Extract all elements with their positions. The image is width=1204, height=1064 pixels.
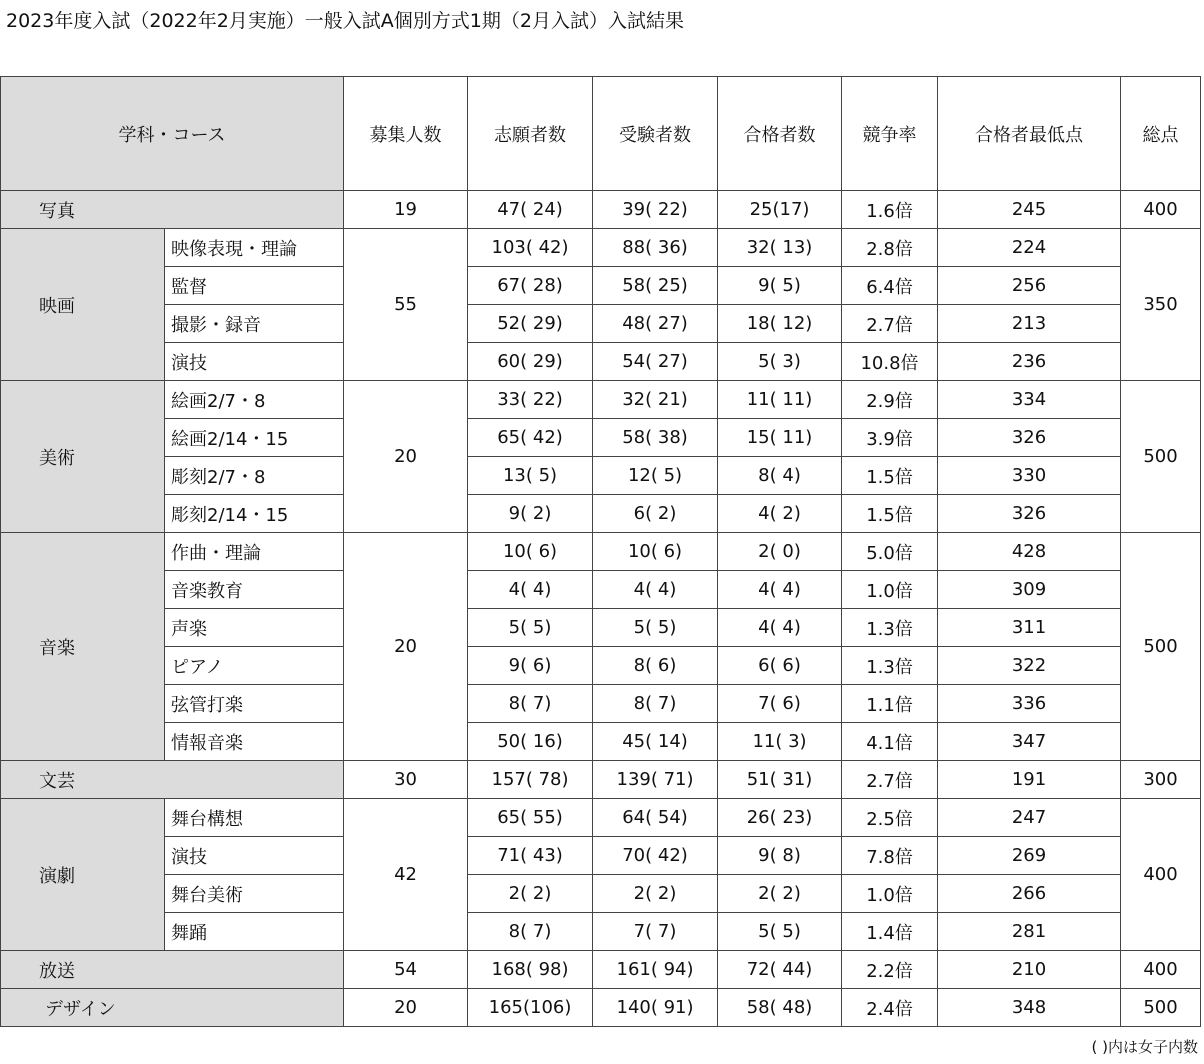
min-score-cell: 428 — [938, 533, 1121, 571]
min-score-cell: 326 — [938, 419, 1121, 457]
passers-cell: 6( 6) — [718, 647, 842, 685]
applicants-cell: 4( 4) — [468, 571, 593, 609]
passers-cell: 5( 3) — [718, 343, 842, 381]
header-row — [1, 77, 1201, 191]
ratio-cell: 7.8倍 — [842, 837, 938, 875]
applicants-cell: 8( 7) — [468, 685, 593, 723]
applicants-cell: 13( 5) — [468, 457, 593, 495]
header-dept: 学科・コース — [1, 77, 344, 191]
examinees-cell: 161( 94) — [593, 951, 718, 989]
applicants-cell: 10( 6) — [468, 533, 593, 571]
passers-cell: 32( 13) — [718, 229, 842, 267]
total-cell: 300 — [1121, 761, 1201, 799]
total-cell: 500 — [1121, 533, 1201, 761]
passers-cell: 9( 8) — [718, 837, 842, 875]
min-score-cell: 269 — [938, 837, 1121, 875]
course-cell: 音楽教育 — [165, 571, 344, 609]
passers-cell: 51( 31) — [718, 761, 842, 799]
ratio-cell: 1.0倍 — [842, 571, 938, 609]
examinees-cell: 6( 2) — [593, 495, 718, 533]
ratio-cell: 1.1倍 — [842, 685, 938, 723]
results-table — [0, 76, 1201, 1027]
ratio-cell: 2.5倍 — [842, 799, 938, 837]
examinees-cell: 7( 7) — [593, 913, 718, 951]
course-cell: 映像表現・理論 — [165, 229, 344, 267]
dept-cell: 文芸 — [1, 761, 344, 799]
min-score-cell: 336 — [938, 685, 1121, 723]
examinees-cell: 139( 71) — [593, 761, 718, 799]
applicants-cell: 65( 55) — [468, 799, 593, 837]
capacity-cell: 20 — [344, 533, 468, 761]
header-capacity: 募集人数 — [344, 77, 468, 191]
total-cell: 400 — [1121, 191, 1201, 229]
ratio-cell: 2.7倍 — [842, 305, 938, 343]
passers-cell: 25(17) — [718, 191, 842, 229]
course-cell: 情報音楽 — [165, 723, 344, 761]
passers-cell: 5( 5) — [718, 913, 842, 951]
applicants-cell: 52( 29) — [468, 305, 593, 343]
table-row — [1, 647, 1201, 685]
passers-cell: 9( 5) — [718, 267, 842, 305]
capacity-cell: 20 — [344, 989, 468, 1027]
min-score-cell: 348 — [938, 989, 1121, 1027]
min-score-cell: 281 — [938, 913, 1121, 951]
dept-cell: 放送 — [1, 951, 344, 989]
passers-cell: 4( 2) — [718, 495, 842, 533]
examinees-cell: 64( 54) — [593, 799, 718, 837]
table-row — [1, 381, 1201, 419]
ratio-cell: 2.8倍 — [842, 229, 938, 267]
passers-cell: 15( 11) — [718, 419, 842, 457]
course-cell: 彫刻2/14・15 — [165, 495, 344, 533]
passers-cell: 18( 12) — [718, 305, 842, 343]
min-score-cell: 266 — [938, 875, 1121, 913]
applicants-cell: 9( 6) — [468, 647, 593, 685]
total-cell: 500 — [1121, 381, 1201, 533]
min-score-cell: 330 — [938, 457, 1121, 495]
examinees-cell: 10( 6) — [593, 533, 718, 571]
table-row — [1, 495, 1201, 533]
min-score-cell: 326 — [938, 495, 1121, 533]
course-cell: 弦管打楽 — [165, 685, 344, 723]
min-score-cell: 236 — [938, 343, 1121, 381]
examinees-cell: 12( 5) — [593, 457, 718, 495]
min-score-cell: 334 — [938, 381, 1121, 419]
header-total: 総点 — [1121, 77, 1201, 191]
applicants-cell: 157( 78) — [468, 761, 593, 799]
ratio-cell: 1.4倍 — [842, 913, 938, 951]
table-row — [1, 837, 1201, 875]
course-cell: 演技 — [165, 343, 344, 381]
min-score-cell: 213 — [938, 305, 1121, 343]
table-row — [1, 989, 1201, 1027]
applicants-cell: 65( 42) — [468, 419, 593, 457]
ratio-cell: 2.9倍 — [842, 381, 938, 419]
examinees-cell: 45( 14) — [593, 723, 718, 761]
ratio-cell: 3.9倍 — [842, 419, 938, 457]
applicants-cell: 165(106) — [468, 989, 593, 1027]
examinees-cell: 70( 42) — [593, 837, 718, 875]
capacity-cell: 19 — [344, 191, 468, 229]
ratio-cell: 2.2倍 — [842, 951, 938, 989]
examinees-cell: 8( 7) — [593, 685, 718, 723]
ratio-cell: 1.5倍 — [842, 457, 938, 495]
passers-cell: 11( 3) — [718, 723, 842, 761]
dept-cell: 演劇 — [1, 799, 165, 951]
total-cell: 400 — [1121, 951, 1201, 989]
course-cell: 声楽 — [165, 609, 344, 647]
ratio-cell: 5.0倍 — [842, 533, 938, 571]
min-score-cell: 347 — [938, 723, 1121, 761]
examinees-cell: 4( 4) — [593, 571, 718, 609]
min-score-cell: 191 — [938, 761, 1121, 799]
header-passers: 合格者数 — [718, 77, 842, 191]
dept-cell: 音楽 — [1, 533, 165, 761]
min-score-cell: 247 — [938, 799, 1121, 837]
passers-cell: 11( 11) — [718, 381, 842, 419]
examinees-cell: 2( 2) — [593, 875, 718, 913]
applicants-cell: 60( 29) — [468, 343, 593, 381]
ratio-cell: 2.7倍 — [842, 761, 938, 799]
passers-cell: 4( 4) — [718, 571, 842, 609]
course-cell: ピアノ — [165, 647, 344, 685]
table-row — [1, 609, 1201, 647]
applicants-cell: 103( 42) — [468, 229, 593, 267]
course-cell: 舞台構想 — [165, 799, 344, 837]
min-score-cell: 210 — [938, 951, 1121, 989]
course-cell: 絵画2/7・8 — [165, 381, 344, 419]
ratio-cell: 2.4倍 — [842, 989, 938, 1027]
dept-cell: デザイン — [1, 989, 344, 1027]
table-row — [1, 533, 1201, 571]
min-score-cell: 224 — [938, 229, 1121, 267]
passers-cell: 58( 48) — [718, 989, 842, 1027]
table-row — [1, 419, 1201, 457]
applicants-cell: 71( 43) — [468, 837, 593, 875]
table-row — [1, 723, 1201, 761]
dept-cell: 映画 — [1, 229, 165, 381]
min-score-cell: 245 — [938, 191, 1121, 229]
header-applicants: 志願者数 — [468, 77, 593, 191]
ratio-cell: 1.6倍 — [842, 191, 938, 229]
table-row — [1, 951, 1201, 989]
passers-cell: 26( 23) — [718, 799, 842, 837]
applicants-cell: 8( 7) — [468, 913, 593, 951]
min-score-cell: 256 — [938, 267, 1121, 305]
dept-cell: 美術 — [1, 381, 165, 533]
ratio-cell: 1.0倍 — [842, 875, 938, 913]
table-row — [1, 229, 1201, 267]
course-cell: 舞台美術 — [165, 875, 344, 913]
footnote: ( )内は女子内数 — [1091, 1038, 1198, 1056]
page-title: 2023年度入試（2022年2月実施）一般入試A個別方式1期（2月入試）入試結果 — [6, 10, 684, 32]
examinees-cell: 8( 6) — [593, 647, 718, 685]
ratio-cell: 1.3倍 — [842, 647, 938, 685]
capacity-cell: 55 — [344, 229, 468, 381]
examinees-cell: 32( 21) — [593, 381, 718, 419]
passers-cell: 2( 0) — [718, 533, 842, 571]
ratio-cell: 1.5倍 — [842, 495, 938, 533]
capacity-cell: 30 — [344, 761, 468, 799]
ratio-cell: 10.8倍 — [842, 343, 938, 381]
header-ratio: 競争率 — [842, 77, 938, 191]
ratio-cell: 1.3倍 — [842, 609, 938, 647]
applicants-cell: 47( 24) — [468, 191, 593, 229]
passers-cell: 4( 4) — [718, 609, 842, 647]
min-score-cell: 322 — [938, 647, 1121, 685]
capacity-cell: 20 — [344, 381, 468, 533]
applicants-cell: 67( 28) — [468, 267, 593, 305]
passers-cell: 72( 44) — [718, 951, 842, 989]
table-row — [1, 799, 1201, 837]
course-cell: 彫刻2/7・8 — [165, 457, 344, 495]
table-row — [1, 305, 1201, 343]
header-examinees: 受験者数 — [593, 77, 718, 191]
table-row — [1, 191, 1201, 229]
course-cell: 監督 — [165, 267, 344, 305]
course-cell: 撮影・録音 — [165, 305, 344, 343]
table-row — [1, 875, 1201, 913]
min-score-cell: 311 — [938, 609, 1121, 647]
examinees-cell: 39( 22) — [593, 191, 718, 229]
min-score-cell: 309 — [938, 571, 1121, 609]
course-cell: 演技 — [165, 837, 344, 875]
table-row — [1, 571, 1201, 609]
table-row — [1, 343, 1201, 381]
course-cell: 舞踊 — [165, 913, 344, 951]
applicants-cell: 5( 5) — [468, 609, 593, 647]
table-row — [1, 685, 1201, 723]
applicants-cell: 9( 2) — [468, 495, 593, 533]
dept-cell: 写真 — [1, 191, 344, 229]
table-row — [1, 267, 1201, 305]
total-cell: 400 — [1121, 799, 1201, 951]
examinees-cell: 58( 25) — [593, 267, 718, 305]
table-row — [1, 457, 1201, 495]
passers-cell: 7( 6) — [718, 685, 842, 723]
total-cell: 500 — [1121, 989, 1201, 1027]
course-cell: 作曲・理論 — [165, 533, 344, 571]
applicants-cell: 2( 2) — [468, 875, 593, 913]
examinees-cell: 5( 5) — [593, 609, 718, 647]
capacity-cell: 42 — [344, 799, 468, 951]
ratio-cell: 6.4倍 — [842, 267, 938, 305]
passers-cell: 8( 4) — [718, 457, 842, 495]
applicants-cell: 50( 16) — [468, 723, 593, 761]
applicants-cell: 168( 98) — [468, 951, 593, 989]
examinees-cell: 48( 27) — [593, 305, 718, 343]
examinees-cell: 58( 38) — [593, 419, 718, 457]
examinees-cell: 140( 91) — [593, 989, 718, 1027]
header-min-score: 合格者最低点 — [938, 77, 1121, 191]
examinees-cell: 54( 27) — [593, 343, 718, 381]
table-row — [1, 913, 1201, 951]
capacity-cell: 54 — [344, 951, 468, 989]
ratio-cell: 4.1倍 — [842, 723, 938, 761]
examinees-cell: 88( 36) — [593, 229, 718, 267]
applicants-cell: 33( 22) — [468, 381, 593, 419]
total-cell: 350 — [1121, 229, 1201, 381]
table-row — [1, 761, 1201, 799]
passers-cell: 2( 2) — [718, 875, 842, 913]
course-cell: 絵画2/14・15 — [165, 419, 344, 457]
